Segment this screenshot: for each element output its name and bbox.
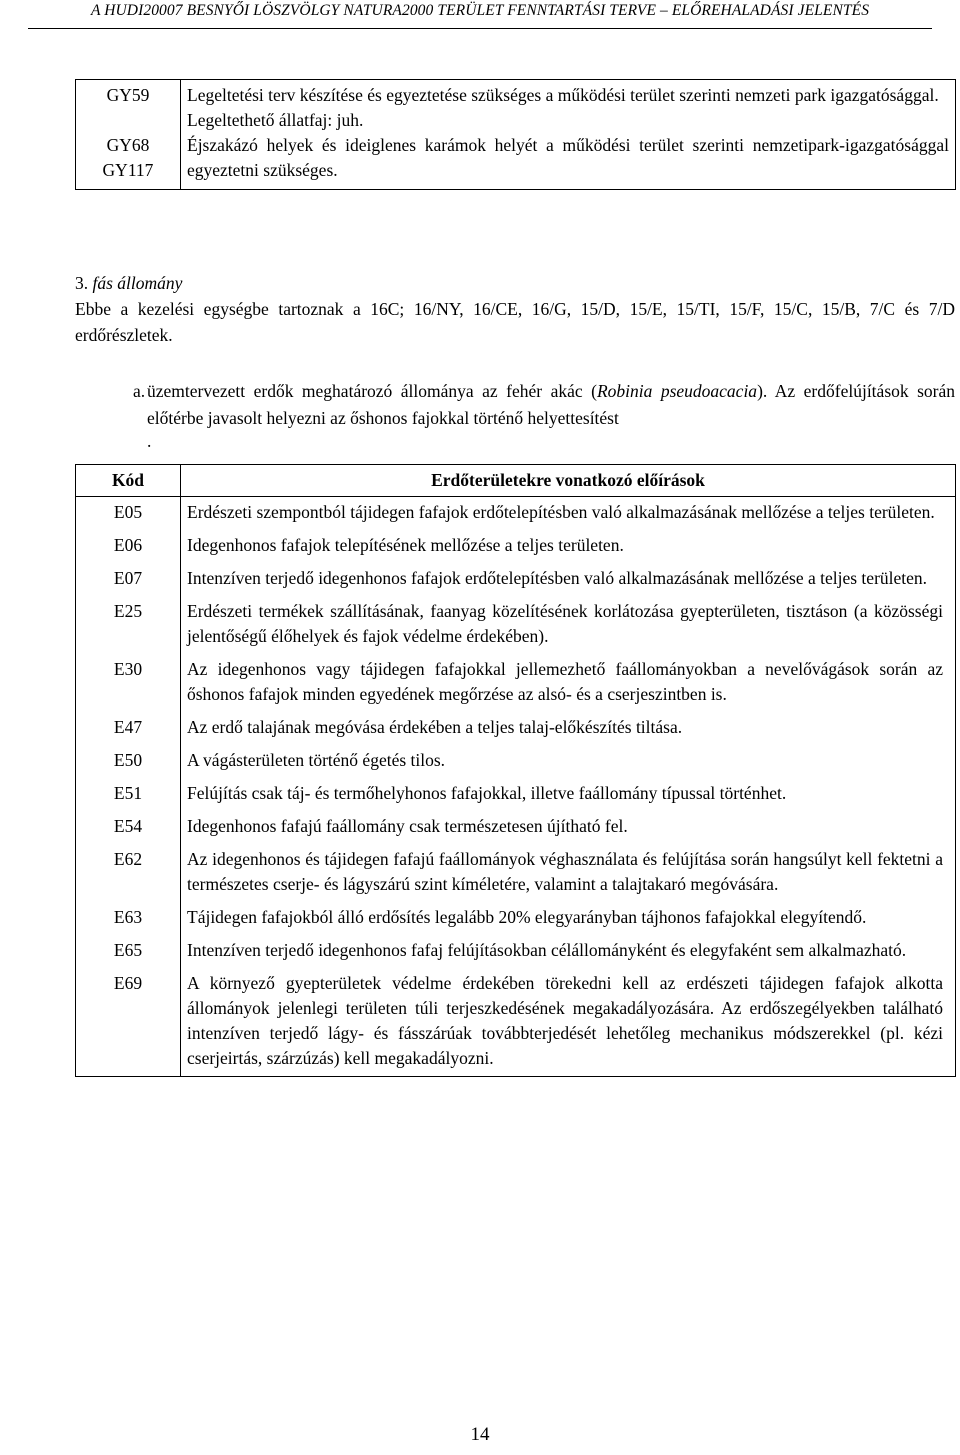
regulation-code: E47: [76, 712, 181, 745]
sub-item-text: [147, 378, 955, 432]
table-row: [76, 654, 956, 712]
regulation-code: E06: [76, 530, 181, 563]
running-header: A HUDI20007 BESNYŐI LÖSZVÖLGY NATURA2000 TERÜLET FENNTARTÁSI TERVE – ELŐREHALADÁSI JELENTÉS: [90, 2, 870, 19]
section-heading: [75, 270, 955, 296]
regulation-text: Felújítás csak táj- és termőhelyhonos fafajokkal, illetve faállomány típussal történhet.: [181, 778, 956, 811]
regulation-code: E65: [76, 935, 181, 968]
section-title: fás állomány: [92, 273, 183, 293]
regulation-text: Erdészeti termékek szállításának, faanyag közelítésének korlátozása gyepterületen, tisztáson (a közösségi jelentőségű élőhelyek és fajok védelme érdekében).: [181, 596, 956, 654]
regulation-text: Intenzíven terjedő idegenhonos fafajok erdőtelepítésben való alkalmazásának mellőzése a teljes területen.: [181, 563, 956, 596]
page-number: 14: [470, 1424, 490, 1445]
regulation-code: E07: [76, 563, 181, 596]
regulation-code: E30: [76, 654, 181, 712]
table-row: [76, 596, 956, 654]
grazing-table: [75, 79, 956, 190]
regulation-text: Az idegenhonos és tájidegen fafajú faállományok véghasználata és felújítása során hangsúlyt kell fektetni a természetes cserje- és lágyszárú szint kíméletére, valamint a talajtakaró megóvására.: [181, 844, 956, 902]
grazing-codes-cell: [76, 80, 181, 190]
regulation-code: E54: [76, 811, 181, 844]
code-label: GY117: [102, 160, 154, 180]
section-number: 3.: [75, 273, 89, 293]
regulation-code: E51: [76, 778, 181, 811]
regulation-code: E05: [76, 497, 181, 531]
regulation-text: Idegenhonos fafajok telepítésének mellőzése a teljes területen.: [181, 530, 956, 563]
sub-item-text-part: üzemtervezett erdők meghatározó állománya az fehér akác (: [147, 381, 597, 401]
forest-regulations-table: [75, 464, 956, 1077]
sub-item-trailing-dot: .: [147, 431, 152, 451]
requirement-line: Legeltetési terv készítése és egyeztetése szükséges a működési terület szerinti nemzeti park igazgatósággal.: [187, 85, 939, 105]
code-label: GY59: [106, 85, 150, 105]
regulation-text: Erdészeti szempontból tájidegen fafajok erdőtelepítésben való alkalmazásának mellőzése a teljes területen.: [181, 497, 956, 531]
column-header-requirements: Erdőterületekre vonatkozó előírások: [181, 465, 956, 497]
requirement-line: Legeltethető állatfaj: juh.: [187, 110, 364, 130]
table-row: [76, 745, 956, 778]
regulation-code: E62: [76, 844, 181, 902]
regulation-text: A környező gyepterületek védelme érdekében törekedni kell az erdészeti tájidegen fafajok alkotta állományok jelenlegi területen túli terjeszkedésének megakadályozására. Az erdőszegélyekben található intenzíven terjedő lágy- és fásszárúak továbbterjedését lehetőleg mechanikus módszerekkel (pl. kézi cserjeirtás, szárzúzás) kell megakadályozni.: [181, 968, 956, 1077]
sub-item: [133, 378, 955, 450]
column-header-code: Kód: [76, 465, 181, 497]
table-row: [76, 844, 956, 902]
table-header-row: [76, 465, 956, 497]
grazing-requirements-cell: [181, 80, 956, 190]
table-row: [76, 935, 956, 968]
regulation-text: Az erdő talajának megóvása érdekében a teljes talaj-előkészítés tiltása.: [181, 712, 956, 745]
table-row: [76, 778, 956, 811]
regulation-code: E69: [76, 968, 181, 1077]
regulation-code: E50: [76, 745, 181, 778]
requirement-line: Éjszakázó helyek és ideiglenes karámok helyét a működési terület szerinti nemzetipark-igazgatósággal egyeztetni szükséges.: [187, 135, 949, 180]
regulation-code: E63: [76, 902, 181, 935]
regulation-text: Idegenhonos fafajú faállomány csak természetesen újítható fel.: [181, 811, 956, 844]
header-rule: [28, 28, 932, 29]
species-name: Robinia pseudoacacia: [596, 381, 758, 401]
sub-item-marker: a.: [133, 381, 146, 401]
regulation-text: Az idegenhonos vagy tájidegen fafajokkal jellemezhető faállományokban a nevelővágások során az őshonos fafajok minden egyedének megőrzése az alsó- és a cserjeszintben is.: [181, 654, 956, 712]
table-row: [76, 712, 956, 745]
code-label: GY68: [106, 135, 150, 155]
table-row: [76, 497, 956, 531]
table-row: [76, 902, 956, 935]
grazing-table-row: [76, 80, 956, 190]
table-row: [76, 563, 956, 596]
section-forest-stand: [75, 270, 955, 348]
regulation-text: A vágásterületen történő égetés tilos.: [181, 745, 956, 778]
table-row: [76, 968, 956, 1077]
section-intro: Ebbe a kezelési egységbe tartoznak a 16C; 16/NY, 16/CE, 16/G, 15/D, 15/E, 15/TI, 15/F, 15/C, 15/B, 7/C és 7/D erdőrészletek.: [75, 299, 955, 345]
regulation-text: Intenzíven terjedő idegenhonos fafaj felújításokban célállományként és elegyfaként sem alkalmazható.: [181, 935, 956, 968]
regulation-text: Tájidegen fafajokból álló erdősítés legalább 20% elegyarányban tájhonos fafajokkal elegyítendő.: [181, 902, 956, 935]
table-row: [76, 811, 956, 844]
table-row: [76, 530, 956, 563]
regulation-code: E25: [76, 596, 181, 654]
sub-item-text-part: ). Az erdőfelújítások során előtérbe javasolt helyezni az őshonos fajokkal történő helyettesítést: [147, 381, 956, 428]
